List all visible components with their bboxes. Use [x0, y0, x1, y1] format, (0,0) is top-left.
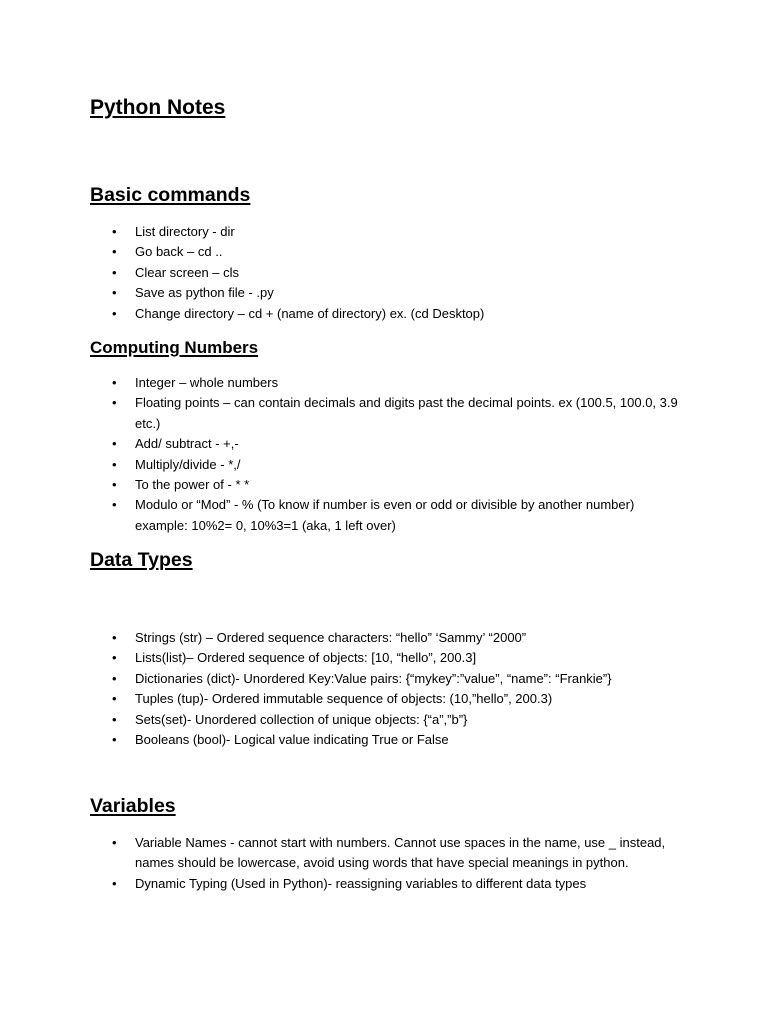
list-item: • Add/ subtract - +,-	[90, 434, 690, 454]
list-item: • Booleans (bool)- Logical value indicating True or False	[90, 730, 690, 750]
list-item: • To the power of - * *	[90, 475, 690, 495]
list-item: • Lists(list)– Ordered sequence of objects: [10, “hello”, 200.3]	[90, 648, 690, 668]
basic-commands-list	[90, 222, 690, 324]
list-item: • Dynamic Typing (Used in Python)- reassigning variables to different data types	[90, 874, 690, 894]
section-heading-basic-commands: Basic commands	[90, 184, 251, 206]
data-types-list	[90, 628, 690, 750]
list-item: • Floating points – can contain decimals and digits past the decimal points. ex (100.5, 100.0, 3.9 etc.)	[90, 393, 690, 434]
section-heading-data-types: Data Types	[90, 549, 193, 571]
computing-numbers-list	[90, 373, 690, 536]
list-item: • Sets(set)- Unordered collection of unique objects: {“a”,”b”}	[90, 710, 690, 730]
list-item: • List directory - dir	[90, 222, 690, 242]
document-title: Python Notes	[90, 96, 226, 119]
list-item: • Save as python file - .py	[90, 283, 690, 303]
list-item: • Multiply/divide - *,/	[90, 455, 690, 475]
list-item: • Modulo or “Mod” - % (To know if number is even or odd or divisible by another number) example: 10%2= 0, 10%3=1 (aka, 1 left over)	[90, 495, 690, 536]
section-heading-computing-numbers: Computing Numbers	[90, 338, 259, 357]
list-item: • Dictionaries (dict)- Unordered Key:Value pairs: {“mykey”:”value”, “name”: “Frankie”}	[90, 669, 690, 689]
list-item: • Integer – whole numbers	[90, 373, 690, 393]
list-item: • Variable Names - cannot start with numbers. Cannot use spaces in the name, use _ instead, names should be lowercase, avoid using words that have special meanings in python.	[90, 833, 690, 874]
list-item: • Tuples (tup)- Ordered immutable sequence of objects: (10,”hello”, 200.3)	[90, 689, 690, 709]
list-item: • Change directory – cd + (name of directory) ex. (cd Desktop)	[90, 304, 690, 324]
variables-list	[90, 833, 690, 894]
list-item: • Strings (str) – Ordered sequence characters: “hello” ‘Sammy’ “2000”	[90, 628, 690, 648]
list-item: • Go back – cd ..	[90, 242, 690, 262]
section-heading-variables: Variables	[90, 795, 176, 817]
list-item: • Clear screen – cls	[90, 263, 690, 283]
